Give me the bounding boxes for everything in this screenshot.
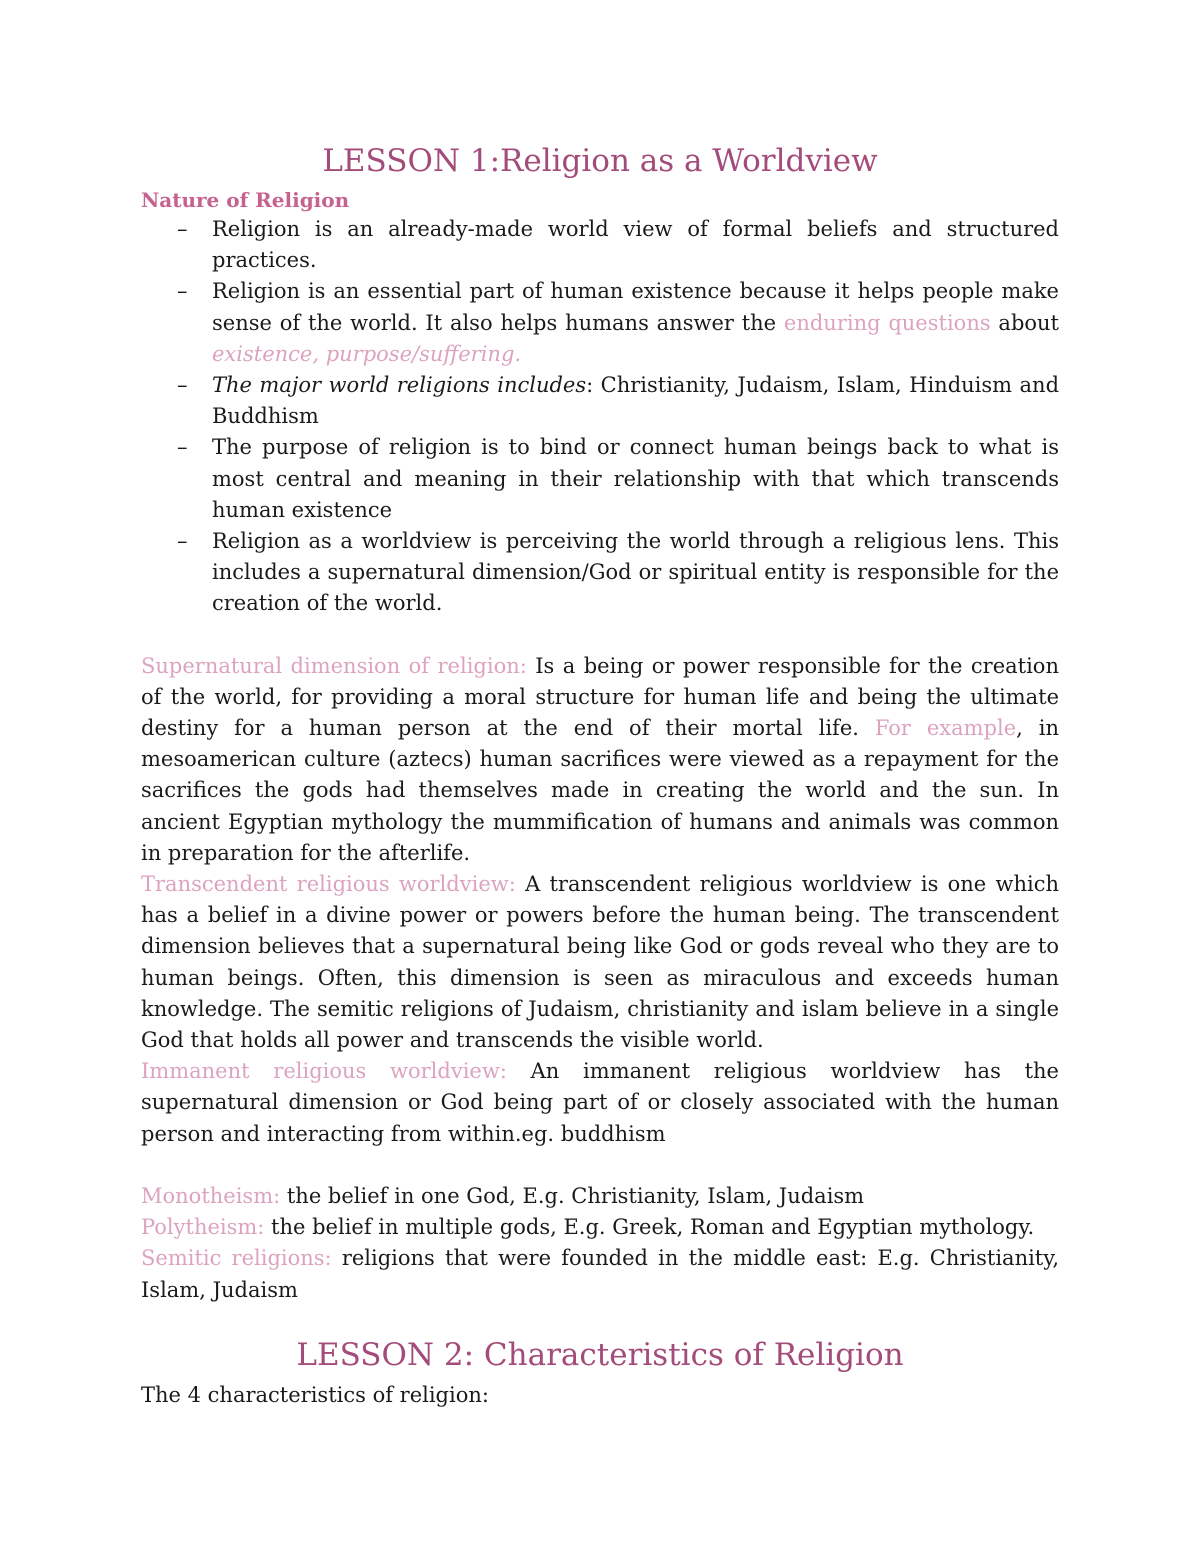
transcendent-paragraph bbox=[141, 869, 1059, 1056]
highlight-enduring-questions: enduring questions bbox=[783, 310, 991, 335]
list-item bbox=[141, 370, 1059, 432]
term-transcendent: Transcendent religious worldview: bbox=[141, 872, 516, 897]
list-item-text: about bbox=[990, 310, 1059, 335]
list-item-text: The purpose of religion is to bind or connect human beings back to what is most central and meaning in their relationship with that which transcends human existence bbox=[212, 435, 1059, 522]
immanent-paragraph bbox=[141, 1056, 1059, 1150]
nature-of-religion-heading: Nature of Religion bbox=[141, 188, 350, 212]
paragraph-text: A transcendent religious worldview is one which has a belief in a divine power or powers before the human being. The transcendent dimension believes that a supernatural being like God or gods reveal who they are to human beings. Often, this dimension is seen as miraculous and exceeds human knowledge. The semitic religions of Judaism, christianity and islam believe in a single God that holds all power and transcends the visible world. bbox=[141, 872, 1059, 1053]
list-item bbox=[141, 214, 1059, 276]
dash-bullet: – bbox=[177, 529, 188, 554]
term-immanent: Immanent religious worldview: bbox=[141, 1059, 507, 1084]
list-item bbox=[141, 276, 1059, 370]
term-polytheism: Polytheism: bbox=[141, 1215, 265, 1240]
term-monotheism: Monotheism: bbox=[141, 1183, 281, 1208]
term-supernatural: Supernatural dimension of religion: bbox=[141, 653, 527, 678]
highlight-existence: existence, purpose/suffering. bbox=[212, 341, 522, 366]
supernatural-dimension-paragraph bbox=[141, 651, 1059, 869]
semitic-religions-line bbox=[141, 1243, 1059, 1305]
dash-bullet: – bbox=[177, 373, 188, 398]
lesson-1-title: LESSON 1:Religion as a Worldview bbox=[322, 143, 878, 179]
list-item bbox=[141, 432, 1059, 526]
definition-text: religions that were founded in the middle east: E.g. Christianity, Islam, Judaism bbox=[141, 1246, 1059, 1302]
list-item-text: Religion is an already-made world view of formal beliefs and structured practices. bbox=[212, 217, 1059, 273]
lesson-2-title: LESSON 2: Characteristics of Religion bbox=[296, 1336, 904, 1373]
list-item-text: Religion as a worldview is perceiving the world through a religious lens. This includes a supernatural dimension/God or spiritual entity is responsible for the creation of the world. bbox=[212, 529, 1059, 616]
list-item-text: : Christianity, Judaism, Islam, Hinduism and Buddhism bbox=[212, 373, 1060, 429]
polytheism-line bbox=[141, 1212, 1059, 1243]
monotheism-line bbox=[141, 1181, 1059, 1212]
definition-text: the belief in multiple gods, E.g. Greek, Roman and Egyptian mythology. bbox=[264, 1215, 1035, 1240]
paragraph-text: Is a being or power responsible for the creation of the world, for providing a moral structure for human life and being the ultimate destiny for a human person at the end of their mortal life. bbox=[141, 653, 1059, 741]
term-semitic: Semitic religions: bbox=[141, 1246, 332, 1271]
nature-of-religion-list bbox=[141, 214, 1059, 620]
document-content bbox=[141, 140, 1059, 1411]
dash-bullet: – bbox=[177, 279, 188, 304]
spacer bbox=[141, 1150, 1059, 1181]
paragraph-text: An immanent religious worldview has the supernatural dimension or God being part of or closely associated with the human person and interacting from within.eg. buddhism bbox=[141, 1059, 1059, 1146]
dash-bullet: – bbox=[177, 217, 188, 241]
lesson-2-intro: The 4 characteristics of religion: bbox=[141, 1382, 489, 1407]
list-item-italic: The major world religions includes bbox=[212, 373, 587, 398]
dash-bullet: – bbox=[177, 435, 188, 460]
definition-text: the belief in one God, E.g. Christianity, Islam, Judaism bbox=[280, 1183, 865, 1208]
term-for-example: For example bbox=[874, 716, 1017, 741]
spacer bbox=[141, 620, 1059, 651]
list-item bbox=[141, 526, 1059, 620]
list-item-text: Religion is an essential part of human existence because it helps people make sense of the world. It also helps humans answer the bbox=[212, 279, 1059, 335]
paragraph-text: , in mesoamerican culture (aztecs) human sacrifices were viewed as a repayment for the sacrifices the gods had themselves made in creating the world and the sun. In ancient Egyptian mythology the mummification of humans and animals was common in preparation for the afterlife. bbox=[141, 716, 1059, 865]
